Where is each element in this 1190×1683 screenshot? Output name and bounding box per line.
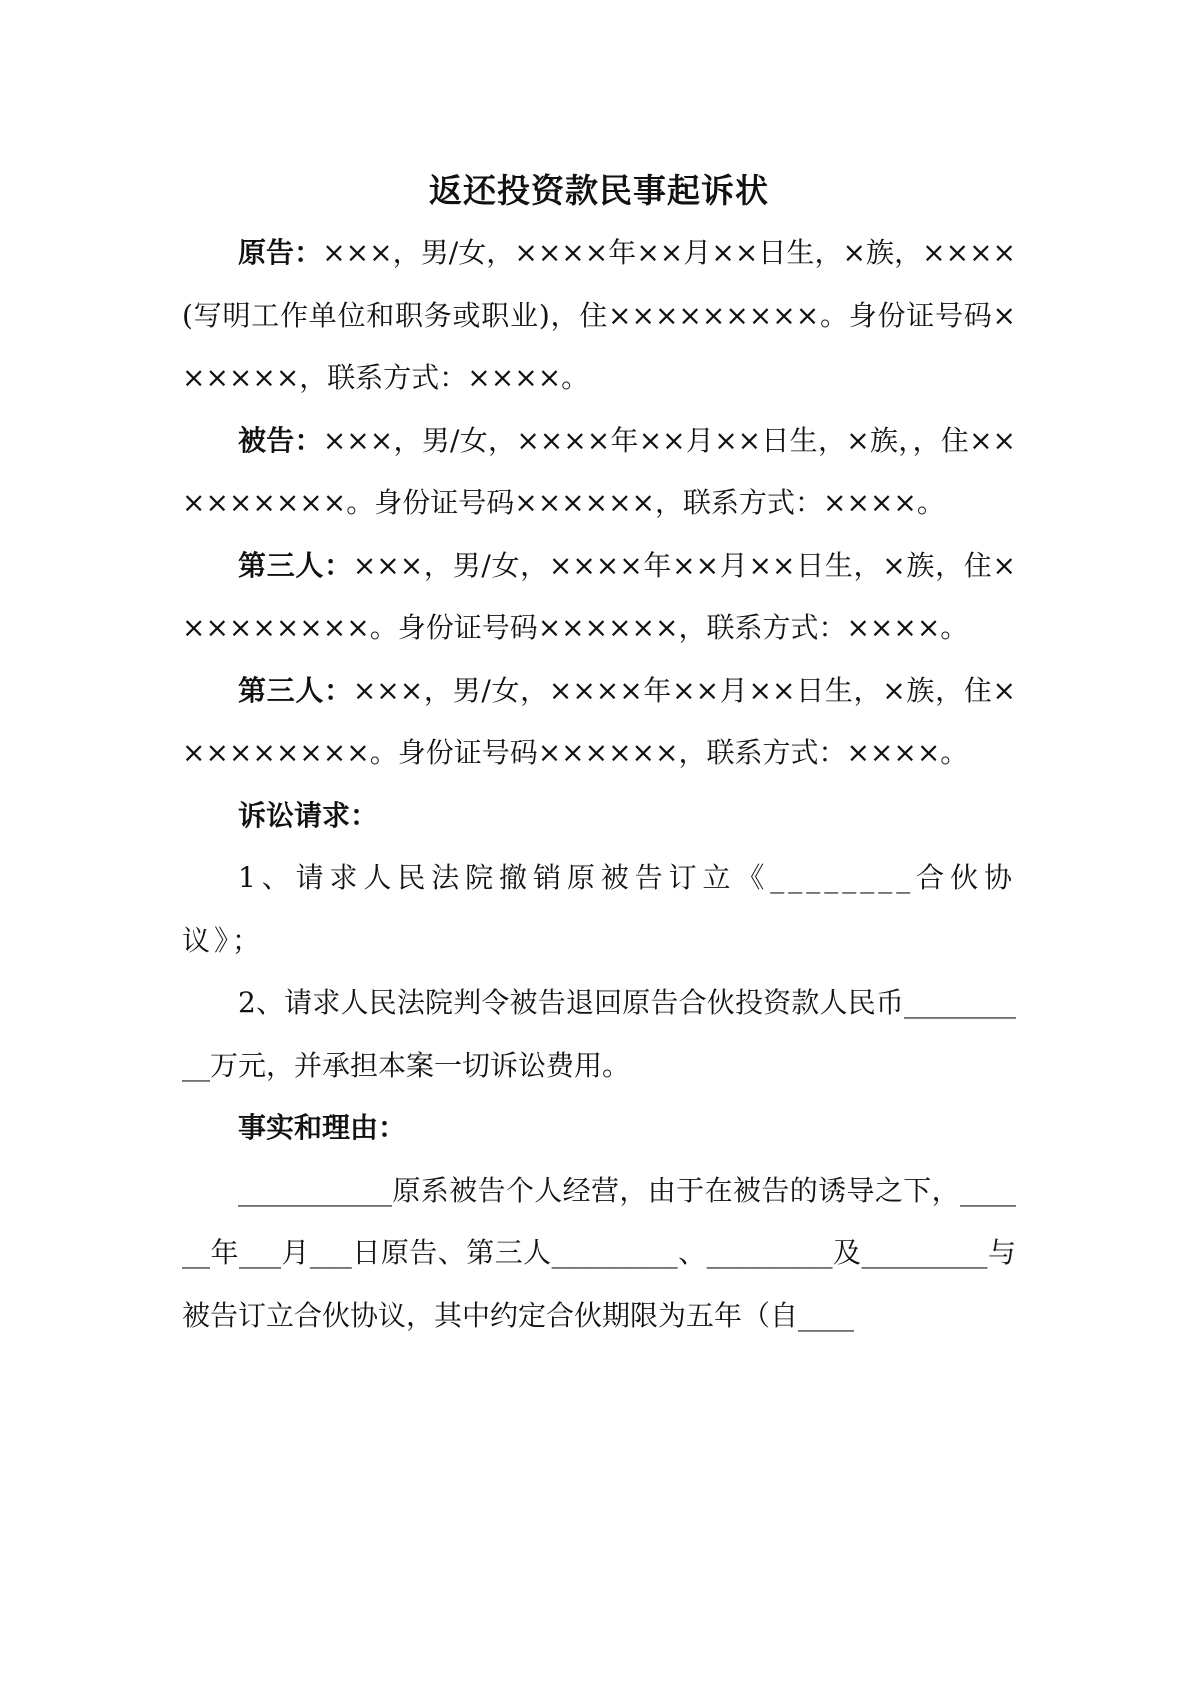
third-party-text-2: ×××，男/女，××××年××月××日生，×族，住×××××××××。身份证号码××××××，联系方式：××××。 xyxy=(182,673,1016,769)
third-party-text-1: ×××，男/女，××××年××月××日生，×族，住×××××××××。身份证号码××××××，联系方式：××××。 xyxy=(182,548,1016,644)
document-page xyxy=(182,160,1016,1347)
third-party-label-2: 第三人： xyxy=(238,673,353,707)
defendant-text: ×××，男/女，××××年××月××日生，×族，，住×××××××××。身份证号码××××××，联系方式：××××。 xyxy=(182,423,1016,519)
plaintiff-label: 原告： xyxy=(238,236,323,269)
claim-1: 1、请求人民法院撤销原被告订立《________合伙协议》； xyxy=(182,861,1016,957)
defendant-paragraph xyxy=(182,410,1016,535)
plaintiff-paragraph xyxy=(182,222,1016,410)
document-title: 返还投资款民事起诉状 xyxy=(429,171,769,210)
claim-2: 2、请求人民法院判令被告退回原告合伙投资款人民币__________万元，并承担本案一切诉讼费用。 xyxy=(182,986,1016,1082)
facts-paragraph: ___________原系被告个人经营，由于在被告的诱导之下，______年___月___日原告、第三人_________、_________及_________与被告订立合伙协议，其中约定合伙期限为五年（自____ xyxy=(182,1173,1016,1332)
defendant-label: 被告： xyxy=(238,423,323,457)
third-party-paragraph-1 xyxy=(182,535,1016,660)
plaintiff-text: ×××，男/女，××××年××月××日生，×族，××××(写明工作单位和职务或职业)，住×××××××××。身份证号码××××××，联系方式：××××。 xyxy=(182,236,1016,394)
third-party-paragraph-2 xyxy=(182,660,1016,785)
third-party-label-1: 第三人： xyxy=(238,548,353,582)
facts-heading: 事实和理由： xyxy=(238,1111,407,1144)
claims-heading: 诉讼请求： xyxy=(238,798,379,832)
